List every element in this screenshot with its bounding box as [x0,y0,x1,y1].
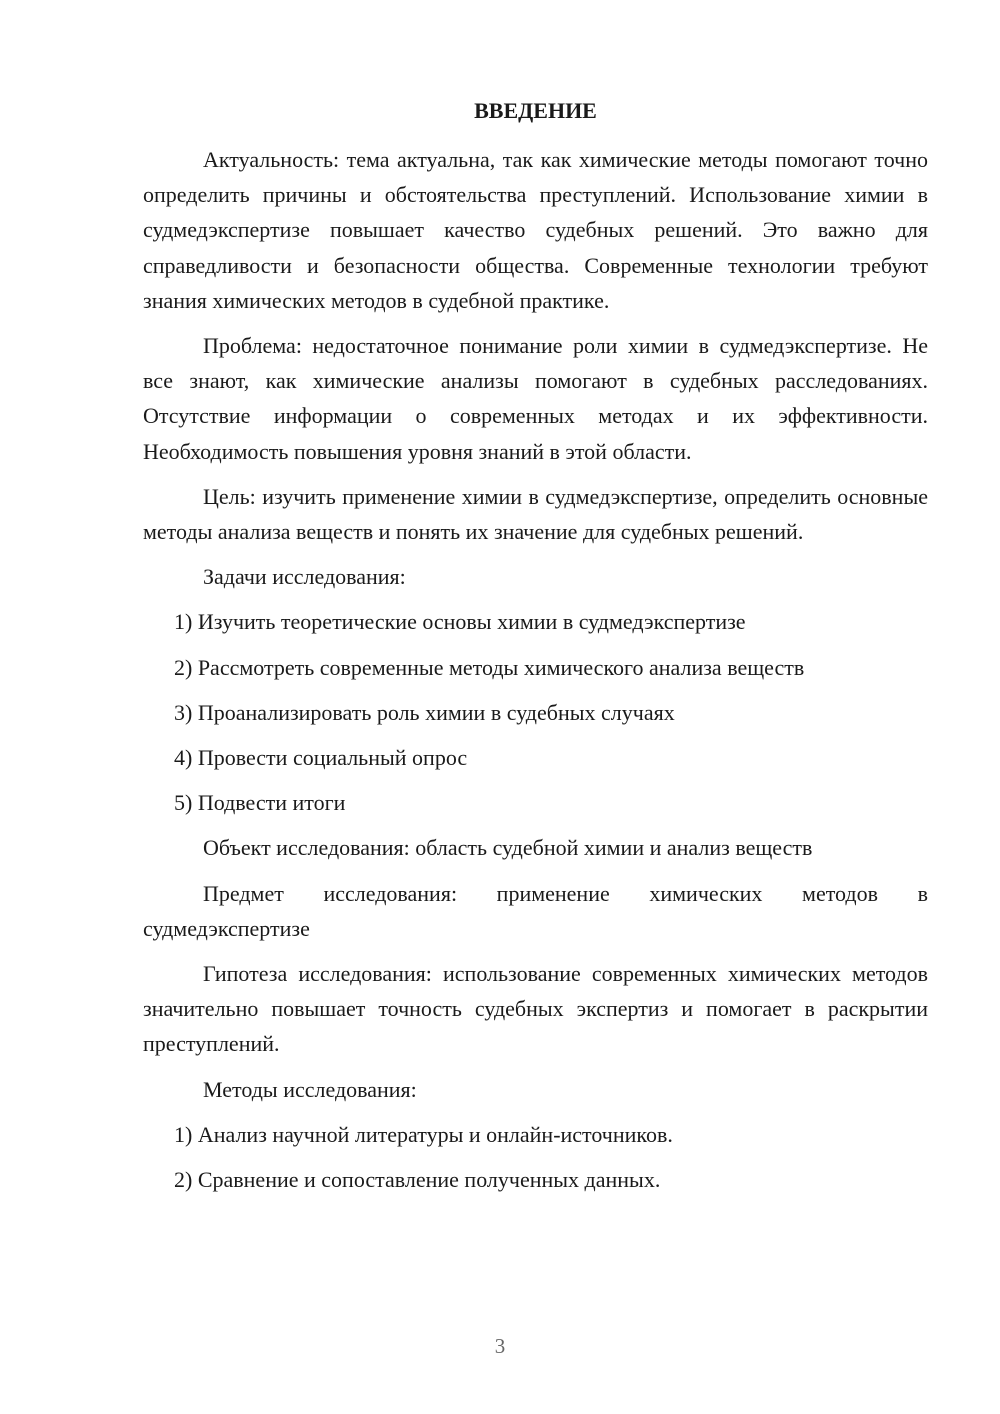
list-item: 1) Изучить теоретические основы химии в судмедэкспертизе [174,609,746,635]
list-item: 2) Рассмотреть современные методы химического анализа веществ [174,654,805,680]
list-item: 2) Сравнение и сопоставление полученных данных. [174,1167,661,1193]
list-item: 1) Анализ научной литературы и онлайн-источников. [174,1121,673,1147]
hypothesis-paragraph: Гипотеза исследования: использование современных химических методов значительно повышает точность судебных экспертиз и помогает в раскрытии преступлений. [143,961,928,1057]
goal-paragraph: Цель: изучить применение химии в судмедэкспертизе, определить основные методы анализа веществ и понять их значение для судебных решений. [143,483,928,545]
relevance-paragraph: Актуальность: тема актуальна, так как химические методы помогают точно определить причины и обстоятельства преступлений. Использование химии в судмедэкспертизе повышает качество судебных решений. Это важно для справедливости и безопасности общества. Современные технологии требуют знания химических методов в судебной практике. [143,147,928,313]
problem-paragraph: Проблема: недостаточное понимание роли химии в судмедэкспертизе. Не все знают, как химические анализы помогают в судебных расследованиях. Отсутствие информации о современных методах и их эффективности. Необходимость повышения уровня знаний в этой области. [143,333,928,464]
object-paragraph: Объект исследования: область судебной химии и анализ веществ [203,835,813,861]
document-body [143,142,928,1207]
methods-list [143,1117,928,1197]
subject-paragraph: Предмет исследования: применение химических методов в судмедэкспертизе [143,880,928,941]
tasks-heading: Задачи исследования: [203,564,406,590]
list-item: 5) Подвести итоги [174,790,346,816]
list-item: 3) Проанализировать роль химии в судебных случаях [174,699,675,725]
list-item: 4) Провести социальный опрос [174,745,468,771]
methods-heading: Методы исследования: [203,1076,417,1102]
page-title: ВВЕДЕНИЕ [474,98,597,123]
page-number: 3 [494,1334,506,1358]
tasks-list [143,604,928,820]
